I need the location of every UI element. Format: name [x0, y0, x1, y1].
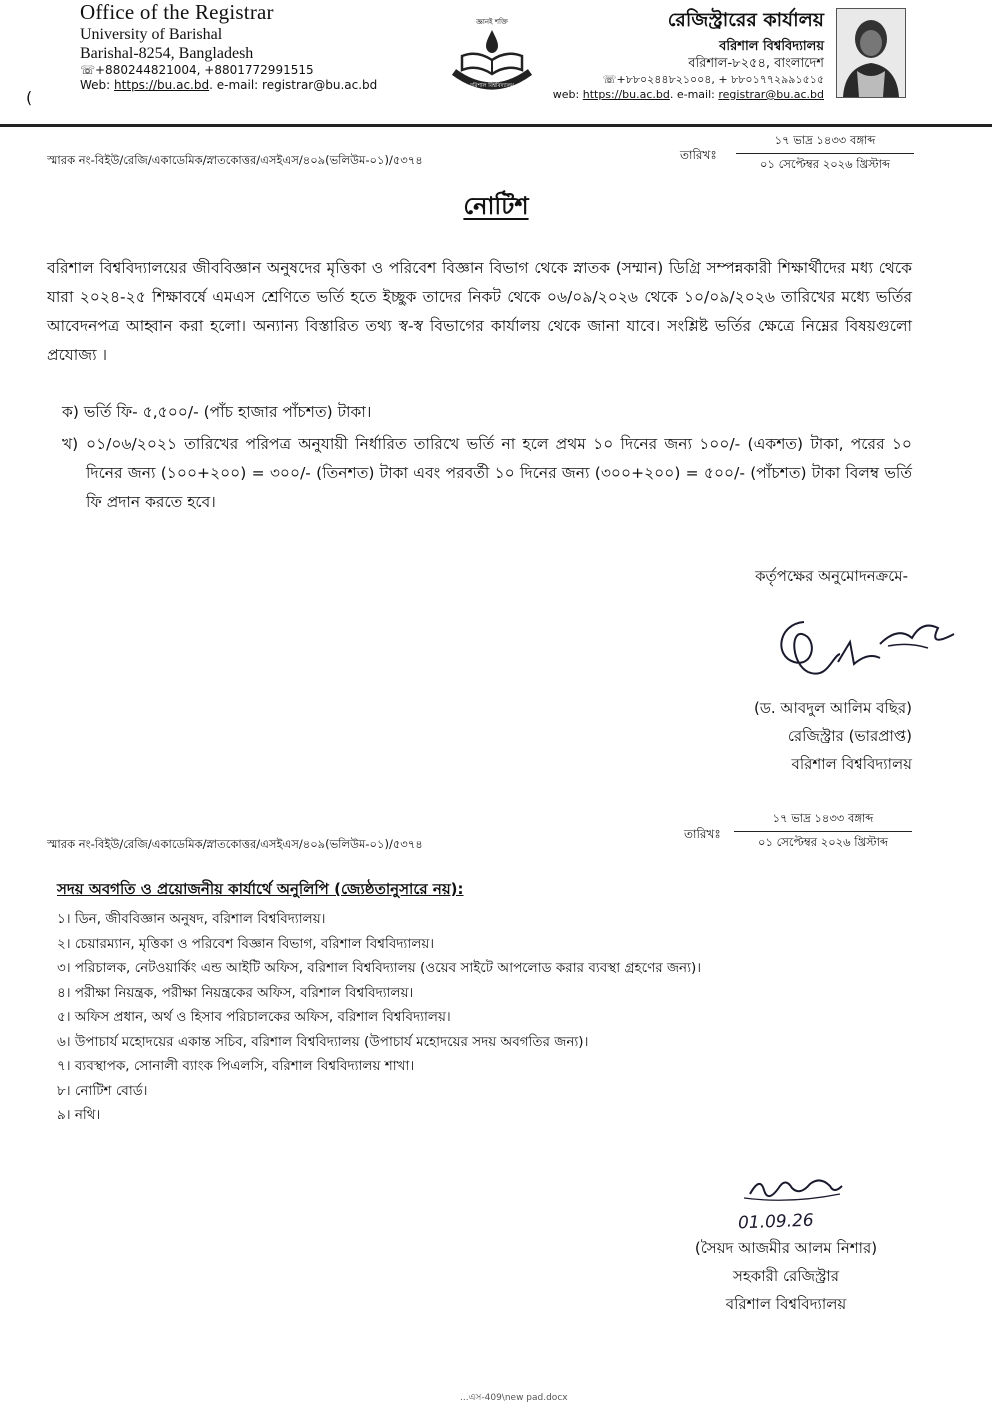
phone-bn: ☏+৮৮০২৪৪৮২১০০৪, + ৮৮০১৭৭২৯৯১৫১৫ [602, 73, 824, 86]
phone-en: ☏+880244821004, +8801772991515 [80, 63, 314, 77]
bangla-letterhead [553, 6, 824, 102]
assistant-block [680, 1234, 892, 1318]
address-en: Barishal-8254, Bangladesh [80, 45, 254, 62]
notice-item-ka [62, 398, 371, 427]
copy-date-label: তারিখঃ [684, 827, 721, 841]
founder-portrait [836, 8, 906, 98]
registrar-designation: রেজিস্ট্রার (ভারপ্রাপ্ত) [787, 727, 912, 745]
web-label-bn: web: [552, 88, 580, 101]
website-link[interactable]: https://bu.ac.bd [114, 78, 210, 92]
copy-date-gregorian: ০১ সেপ্টেম্বর ২০২৬ খ্রিস্টাব্দ [758, 835, 888, 849]
university-name-en: University of Barishal [80, 26, 223, 43]
web-label: Web: [80, 78, 111, 92]
office-name-en: Office of the Registrar [80, 0, 274, 24]
office-name-bn: রেজিস্ট্রারের কার্যালয় [667, 9, 824, 31]
registrar-block [754, 694, 912, 778]
memo-date [736, 132, 914, 175]
list-item: ২। চেয়ারম্যান, মৃত্তিকা ও পরিবেশ বিজ্ঞান বিভাগ, বরিশাল বিশ্ববিদ্যালয়। [57, 935, 435, 952]
contact-line-en [80, 78, 377, 93]
logo-university-text: বরিশাল বিশ্ববিদ্যালয় [469, 83, 515, 89]
assistant-institution: বরিশাল বিশ্ববিদ্যালয় [725, 1295, 847, 1313]
assistant-signature-date: 01.09.26 [737, 1210, 815, 1234]
date-gregorian: ০১ সেপ্টেম্বর ২০২৬ খ্রিস্টাব্দ [760, 157, 890, 171]
list-item: ১। ডিন, জীববিজ্ঞান অনুষদ, বরিশাল বিশ্ববিদ্যালয়। [57, 911, 326, 927]
item-marker: ক) [62, 403, 79, 421]
email-link[interactable]: registrar@bu.ac.bd [262, 78, 378, 92]
list-item: ৬। উপাচার্য মহোদয়ের একান্ত সচিব, বরিশাল বিশ্ববিদ্যালয় (উপাচার্য মহোদয়ের সদয় অবগতির জন্য)। [57, 1033, 589, 1050]
approval-text: কর্তৃপক্ষের অনুমোদনক্রমে- [755, 567, 908, 585]
email-link-bn[interactable]: registrar@bu.ac.bd [718, 88, 824, 101]
margin-mark: ( [26, 88, 33, 107]
address-bn: বরিশাল-৮২৫৪, বাংলাদেশ [688, 56, 824, 71]
university-logo [444, 8, 540, 96]
contact-line-bn [553, 87, 824, 102]
copies-title: সদয় অবগতি ও প্রয়োজনীয় কার্যার্থে অনুলিপি (জ্যেষ্ঠতানুসারে নয়): [57, 880, 464, 898]
copy-memo-date [734, 810, 912, 853]
assistant-name: (সৈয়দ আজমীর আলম নিশার) [694, 1239, 878, 1257]
date-label: তারিখঃ [680, 148, 717, 162]
copy-memo-reference: স্মারক নং-বিইউ/রেজি/একাডেমিক/স্নাতকোত্তর/এসইএস/৪০৯(ভলিউম-০১)/৫৩৭৪ [47, 837, 423, 851]
item-text: ০১/০৬/২০২১ তারিখের পরিপত্র অনুযায়ী নির্ধারিত তারিখে ভর্তি না হলে প্রথম ১০ দিনের জন্য ১০০/- (একশত) টাকা, পরের ১০ দিনের জন্য (১০০+২০০) = ৩০০/- (তিনশত) টাকা এবং পরবর্তী ১০ দিনের জন্য (৩০০+২০০) = ৫০০/- (পাঁচশত) টাকা বিলম্ব ভর্তি ফি প্রদান করতে হবে। [86, 435, 912, 511]
website-link-bn[interactable]: https://bu.ac.bd [582, 88, 670, 101]
registrar-name: (ড. আবদুল আলিম বছির) [754, 699, 912, 717]
item-text: ভর্তি ফি- ৫,৫০০/- (পাঁচ হাজার পাঁচশত) টাকা। [83, 403, 372, 421]
file-path-footer: ...এস-409\new pad.docx [460, 1393, 568, 1403]
header-divider [0, 124, 992, 127]
list-item: ৮। নোটিশ বোর্ড। [57, 1082, 148, 1099]
copies-list [57, 907, 701, 1128]
assistant-designation: সহকারী রেজিস্ট্রার [733, 1267, 839, 1285]
list-item: ৪। পরীক্ষা নিয়ন্ত্রক, পরীক্ষা নিয়ন্ত্রকের অফিস, বরিশাল বিশ্ববিদ্যালয়। [57, 984, 414, 1001]
notice-title: নোটিশ [463, 192, 529, 220]
email-label: . e-mail: [209, 78, 259, 92]
list-item: ৭। ব্যবস্থাপক, সোনালী ব্যাংক পিএলসি, বরিশাল বিশ্ববিদ্যালয় শাখা। [57, 1058, 415, 1074]
english-letterhead [80, 0, 377, 93]
logo-motto: জ্ঞানই শক্তি [476, 18, 508, 26]
date-bangla: ১৭ ভাদ্র ১৪৩৩ বঙ্গাব্দ [736, 132, 914, 154]
registrar-institution: বরিশাল বিশ্ববিদ্যালয় [791, 755, 912, 773]
notice-body: বরিশাল বিশ্ববিদ্যালয়ের জীববিজ্ঞান অনুষদের মৃত্তিকা ও পরিবেশ বিজ্ঞান বিভাগ থেকে স্নাতক (সম্মান) ডিগ্রি সম্পন্নকারী শিক্ষার্থীদের মধ্য থেকে যারা ২০২৪-২৫ শিক্ষাবর্ষে এমএস শ্রেণিতে ভর্তি হতে ইচ্ছুক তাদের নিকট থেকে ০৬/০৯/২০২৬ থেকে ১০/০৯/২০২৬ তারিখের মধ্যে ভর্তির আবেদনপত্র আহ্বান করা হলো। অন্যান্য বিস্তারিত তথ্য স্ব-স্ব বিভাগের কার্যালয় থেকে জানা যাবে। সংশ্লিষ্ট ভর্তির ক্ষেত্রে নিম্নের বিষয়গুলো প্রযোজ্য । [47, 259, 912, 364]
list-item: ৯। নথি। [57, 1107, 101, 1123]
list-item: ৫। অফিস প্রধান, অর্থ ও হিসাব পরিচালকের অফিস, বরিশাল বিশ্ববিদ্যালয়। [57, 1009, 451, 1025]
university-name-bn: বরিশাল বিশ্ববিদ্যালয় [719, 39, 824, 54]
email-label-bn: . e-mail: [669, 88, 715, 101]
copy-date-bangla: ১৭ ভাদ্র ১৪৩৩ বঙ্গাব্দ [734, 810, 912, 832]
memo-reference: স্মারক নং-বিইউ/রেজি/একাডেমিক/স্নাতকোত্তর/এসইএস/৪০৯(ভলিউম-০১)/৫৩৭৪ [47, 153, 423, 167]
item-marker: খ) [62, 435, 79, 453]
registrar-signature [768, 604, 968, 694]
list-item: ৩। পরিচালক, নেটওয়ার্কিং এন্ড আইটি অফিস, বরিশাল বিশ্ববিদ্যালয় (ওয়েব সাইটে আপলোড করার ব্যবস্থা গ্রহণের জন্য)। [57, 960, 702, 976]
